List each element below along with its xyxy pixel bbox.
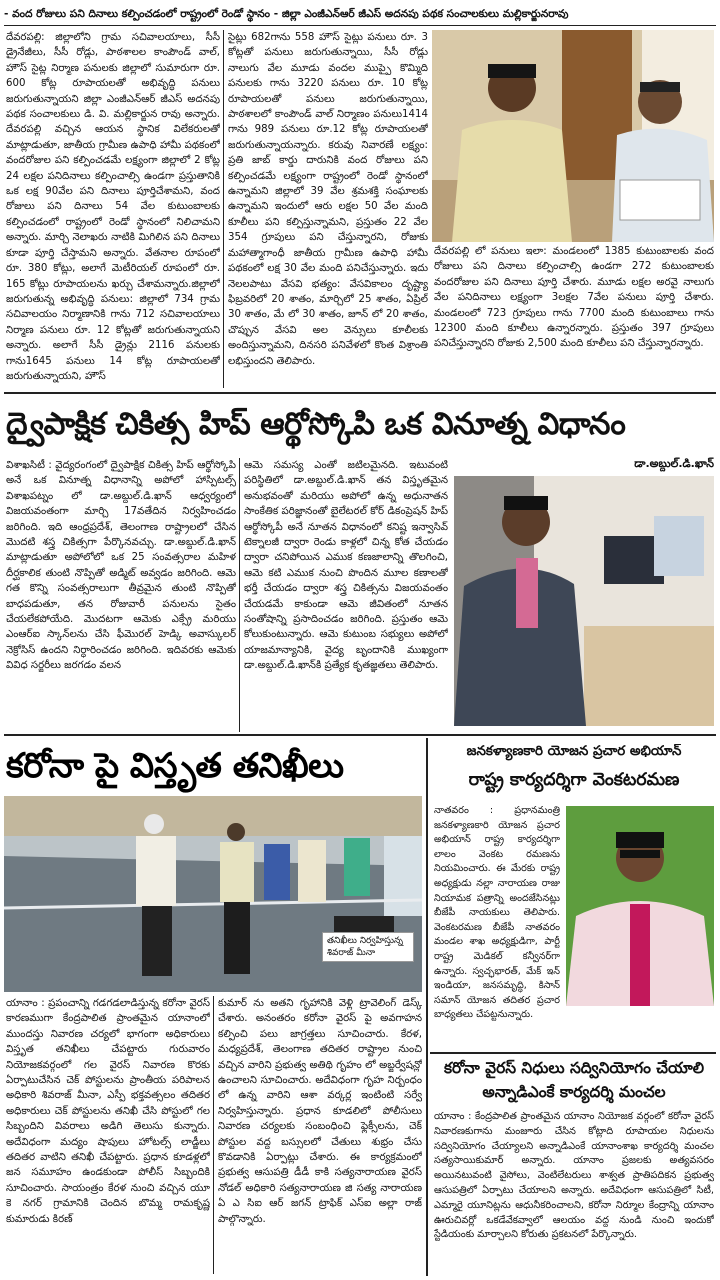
top-story-col2: సైట్లు 682గాను 558 హౌస్ సైట్లు పనులు రూ. 3 కోట్లతో పనులు జరుగుతున్నాయి, సీసీ రోడ్లు నాలుగు వేల మూడు వందల ముప్పై కొమ్మిది పనులకు గాను 3220 పనులు రూ. 10 కోట్ల రూపాయలతో పనులు జరుగుతున్నాయి, పాఠశాలలో కాంపౌండ్ వాల్ నిర్మాణం పనులు1414 గాను 989 పనులు రూ.12 కోట్ల రూపాయలతో జరుగుతున్నాయన్నారు. కరువు నివారణే లక్ష్యం: ప్రతి జాబ్ కార్డు దారునికి వంద రోజులు పని కల్పించడమే లక్ష్యంగా రాష్ట్రంలో రెండో స్థానంలో ఉన్నామని జిల్లాలో 39 వేల శ్రమశక్తి సంఘాలకు ఉన్నామని ఇందులో ఆరు లక్షల 50 వేల మంది కూలీలు పని కల్పిస్తున్నామని, ప్రస్తుతం 22 వేల 354 గ్రూపులు పని చేస్తున్నారని, రోజుకు మహాత్మాగాంధీ జాతీయ గ్రామీణ ఉపాధి హామీ పథకంలో లక్ష 30 వేల మంది పనిచేస్తున్నారు. ఇదు నెలలపాటు వేసవి భత్యం: వేసవికాలం దృష్ట్యా ఫిబ్రవరిలో 20 శాతం, మార్చిలో 25 శాతం, ఏప్రిల్ 30 శాతం, మే లో 30 శాతం, జూన్ లో 20 శాతం, చొప్పున వేసవి అల వెన్సులు కూలీలకు అందిస్తున్నామని, దినసరి పనివేళలో కొంత విశ్రాంతి లభిస్తుందని తెలిపారు. (228, 32, 428, 367)
column-divider (223, 30, 224, 388)
venkata-text: నాతవరం : ప్రధానమంత్రి జనకళ్యాణకారి యోజన ప్రచార అభియాన్ రాష్ట్ర కార్యదర్శిగా లాలం వెంకట రమణను నియమించారు. ఈ మేరకు రాష్ట్ర అధ్యక్షుడు నల్లా నారాయణ రాజు నియామక పత్రాన్ని అందజేసినట్లు బీజేపీ నాయకులు తెలిపారు. వెంకటరమణ బీజేపీ నాతవరం మండల శాఖ అధ్యక్షుడిగా, పార్టీ రాష్ట్ర మెడికల్ కన్వీనర్‌గా ఉన్నారు. స్వచ్ఛభారత్, మేక్ ఇన్ ఇండియా, జనసమృద్ధి, కిసాన్ సమాన్ యోజన తదితర ప్రచార బాధ్యతలు చేపట్టనున్నారు. (434, 805, 560, 1021)
top-banner: - వంద రోజులు పని దినాలు కల్పించడంలో రాష్ట్రంలో రెండో స్థానం - జిల్లా ఎంజీఎన్ఆర్ జీఎస్ అదనపు పథక సంచాలకులు మల్లికార్జునరావు (4, 4, 716, 26)
column-divider (426, 738, 428, 1276)
photo-caption: తనిఖీలు నిర్వహిస్తున్న శివరాజ్ మీనా (322, 932, 414, 962)
top-story-col1: దేవరపల్లి: జిల్లాలోని గ్రామ సచివాలయాలు, సీసీ డ్రైనేజీలు, సీసీ రోడ్లు, పాఠశాలల కాంపౌండ్ వాల్, హౌస్ సైట్ల నిర్మాణ పనులకు జిల్లాలో సుమారుగా రూ. 600 కోట్ల రూపాయలతో అభివృద్ధి పనులు జరుగుతున్నాయని జిల్లా ఎంజీఎన్ఆర్ జీఎస్ అదనపు పథక సంచాలకులు డి. వి. మల్లికార్జున రావు అన్నారు. దేవరపల్లి వచ్చిన ఆయన స్థానిక విలేకరులతో మాట్లాడుతూ, జాతీయ గ్రామీణ ఉపాధి హామీ పథకంలో వందరోజుల పని కల్పించడమే లక్ష్యంగా జిల్లాలో 2 కోట్ల 24 లక్షల పనిదినాలు కల్పించాల్సి ఉండగా ప్రస్తుతానికి ఒక లక్ష 90వేల పని దినాలు పూర్తిచేశామని, వంద రోజులు పని దినాలు 54 వేల కుటుంబాలకు కల్పించడంలో రాష్ట్రంలో రెండో స్థానంలో నిలిచామని అన్నారు. మార్చి నెలాఖరు నాటికి మిగిలిన పని దినాలు కూడా పూర్తి చేస్తామని అన్నారు. వేతనాల రూపంలో రూ. 380 కోట్లు, అలాగే మెటీరియల్ రూపంలో రూ. 165 కోట్లు రూపాయలను ఖర్చు చేశామన్నారు.జిల్లాలో జరుగుతున్న అభివృద్ధి పనులు: జిల్లాలో 734 గ్రామ సచివాలయం నిర్మాణానికి గాను 712 సచివాలయాలు నిర్మాణ పనులు రూ. 12 కోట్లతో జరుగుతున్నాయని అన్నారు. అలాగే సీసీ డ్రైన్లు 2116 పనులకు గాను1645 పనులు 14 కోట్ల రూపాయలతో జరుగుతున్నాయని, హౌస్ (6, 32, 220, 382)
funds-headline: కరోనా వైరస్ నిధులు సద్వినియోగం చేయాలి అన్నాడిఎంకే కార్యదర్శి మంచల (444, 1059, 704, 1101)
corona-col2: కుమార్ ను అతని గృహానికి వెళ్లి ట్రావెలింగ్ డెస్క్ చేశారు. అనంతరం కరోనా వైరస్ పై అవగాహన కల్పించి పలు జాగ్రత్తలు సూచించారు. కేరళ, మధ్యప్రదేశ్, తెలంగాణ తదితర రాష్ట్రాల నుంచి వచ్చిన వారిని ప్రభుత్వ అతిథి గృహం లో అబ్జర్వేషన్లో ఉంచాలని సూచించారు. అదేవిధంగా గృహ నిర్బంధం లో ఉన్న వారిని ఆశా వర్కర్ల ఇంటింటి సర్వే నిర్వహిస్తున్నారు. ప్రధాన కూడలిలో పోలీసులు నివారణ చర్యలకు సంబంధించి ఫ్లెక్సీలను, చెక్ పోస్టుల వద్ద బస్సులలో చేతులు శుభ్రం చేసు కొవడానికి ఏర్పాట్లు చేశారు. ఈ కార్యక్రమంలో ప్రభుత్వ ఆసుపత్రి డీడీ కాకి సత్యనారాయణ వైరస్ నోడల్ అధికారి సత్యనారాయణ జి సత్య నారాయణ ఏ ఎ సిఐ ఆర్ జగన్ ట్రాఫిక్ ఎస్ఐ అల్లా రాజ్ పాల్గొన్నారు. (218, 998, 422, 1225)
venkata-kicker: జనకళ్యాణకారి యోజన ప్రచార అభియాన్ (466, 744, 682, 759)
section-divider (430, 1052, 716, 1054)
hip-headline: ద్వైపాక్షిక చికిత్స హిప్ ఆర్థోస్కోపి ఒక వినూత్న విధానం (6, 407, 626, 442)
officials-photo (432, 30, 714, 242)
inspection-photo (4, 796, 422, 992)
corona-col1: యానాం : ప్రపంచాన్ని గడగడలాడిస్తున్న కరోనా వైరస్ కారణముగా కేంద్రపాలిత ప్రాంతమైన యానాంలో ముందస్తు నివారణ చర్యలో భాగంగా అధికారులు విస్తృత తనిఖీలు చేపట్టారు గురువారం నియోజకవర్గంలో గల వైరస్ నివారణ కొరకు ఏర్పాటుచేసిన చెక్ పోస్టులను ప్రాంతీయ పరిపాలన అధికారి శివరాజ్ మీనా, ఎస్పీ భక్తవత్సలం తదితర అధికారులు చెక్ పోస్టులను తనిఖీ చేసి పోస్టులో గల సిబ్బందిని వివరాలు అడిగి తెలుసు కున్నారు. అదేవిధంగా మద్యం షాపులు హోటల్స్ లాడ్జీలు తదితర వాటిని తనిఖీ చేపట్టారు. ప్రధాన కూడళ్లలో జన సమూహం ఉండకుండా పోలీస్ సిబ్బందికి సూచించారు. సాయంత్రం కేరళ నుంచి వచ్చిన యూ కె నగర్ గ్రామానికి చెందిన బొమ్మ రామకృష్ణ కుమారుడు కిరణ్ (6, 998, 210, 1225)
hip-col2: ఆమె సమస్య ఎంతో జటిలమైనది. ఇటువంటి పరిస్థితిలో డా.అబ్దుల్.డి.ఖాన్ తన విస్తృతమైన అనుభవంతో మరియు అపోలో ఉన్న అధునాతన సాంకేతిక పరిజ్ఞానంతో బైలేటరల్ కోర్ డికంప్రెషన్ హిప్ ఆర్థోస్కోపీ అనే నూతన విధానంలో కనిష్ట ఇన్వాసివ్ టెక్నాలజీ ద్వారా రెండు కాళ్లలో చిన్న కోత చేయడం ద్వారా చనిపోయిన ఎముక కణజాలాన్ని తొలగించి, ఆమె కటి ఎముక నుంచి పొందిన మూల కణాలతో భర్తీ చేయడం ద్వారా శస్త్ర చికిత్సను విజయవంతం చేయడమే కాకుండా ఆమె జీవితంలో నూతన సంతోషాన్ని ప్రసాదించడం జరిగింది. ప్రస్తుతం ఆమె కోలుకుంటున్నారు. ఆమె కుటుంబ సభ్యులు అపోలో యాజమాన్యానికి, వైద్య బృందానికి ముఖ్యంగా డా.అబ్దుల్.డి.ఖాన్‌కి ప్రత్యేక కృతజ్ఞతలు తెలిపారు. (244, 460, 448, 672)
section-divider (4, 392, 716, 394)
top-story-col3: దేవరపల్లి లో పనులు ఇలా: మండలంలో 1385 కుటుంబాలకు వంద రోజులు పని దినాలు కల్పించాల్సి ఉండగా 272 కుటుంబాలకు వందరోజుల పని దినాలు పూర్తి చేశారు. మూడు లక్షల అరవై నాలుగు వేల పనిదినాలు లక్ష్యంగా 3లక్షల 7వేల పనులు పూర్తి చేశారు. మండలంలో 723 గ్రూపులు గాను 7700 మంది కుటుంబాలు గాను 12300 మంది కూలీలు ఉన్నారన్నారు. ప్రస్తుతం 397 గ్రూపులు పనిచేస్తున్నారని రోజుకు 2,500 మంది కూలీలు పని చేస్తున్నారన్నారు. (434, 246, 714, 350)
section-divider (4, 734, 716, 736)
venkataramana-photo (566, 806, 714, 1006)
column-divider (239, 458, 240, 732)
funds-text: యానాం : కేంద్రపాలిత ప్రాంతమైన యానాం నియోజక వర్గంలో కరోనా వైరస్ నివారణకుగాను మంజూరు చేసిన కోట్లాది రూపాయల నిధులను సద్వినియోగం చేయ్యాలని అన్నాడిఎంకే యానాంశాఖ కార్యదర్శి మంచల సత్యసాయికుమార్ అన్నారు. యానాం ప్రజలకు అత్యవసరం అయినటువంటి వైసోలు, వెంటిలేటరులు శాశ్వత ప్రాతిపదికన ప్రభుత్వ ఆసుపత్రిలో ఏర్పాటు చేయాలని అన్నారు. అదేవిధంగా ఆసుపత్రిలో సిటీ, ఎమ్మారై యూనిట్లను ఆధునీకరించాలని, కరోనా నిర్మూల కేంద్రాన్ని యానాం ఊరుచివర్లో ఒకడేవేకవ్వాలో ఆలయం వద్ద నుండి నుంచి ఇందుకో స్టేడియంకు మార్చాలని కోరుతు ప్రకటనలో పేర్కొన్నారు. (434, 1111, 714, 1241)
doctor-photo (454, 476, 714, 726)
column-divider (213, 996, 214, 1274)
corona-headline: కరోనా పై విస్తృత తనిఖీలు (6, 746, 344, 786)
hip-byline: డా.అబ్దుల్.డి.ఖాన్ (634, 457, 714, 470)
venkata-headline: రాష్ట్ర కార్యదర్శిగా వెంకటరమణ (468, 770, 680, 790)
hip-col1: విశాఖసిటీ : వైద్యరంగంలో ద్వైపాక్షిక చికిత్స హిప్ ఆర్థోస్కోపి అనే ఒక వినూత్న విధానాన్ని అపోలో హాస్పిటల్స్ విశాఖపట్నం లో డా.అబ్దుల్.డి.ఖాన్ ఆధ్వర్యంలో విజయవంతంగా మార్చి 17వతేదిన నిర్వహించడం జరిగింది. ఇది ఆంధ్రప్రదేశ్, తెలంగాణ రాష్ట్రాలలో చేసిన మొదటి శస్త్ర చికిత్సగా పేర్కొనవచ్చు. డా.అబ్దుల్.డి.ఖాన్ మాట్లాడుతూ అపోలోలో ఒక 25 సంవత్సరాల మహిళ దీర్ఘకాలిక తుంటి నొప్పితో అడ్మిట్ అవ్వడం జరిగింది. ఆమె గత కొన్ని సంవత్సరాలుగా తీవ్రమైన తుంటి నొప్పితో బాధపడుతూ, తన రోజువారీ పనులను సైతం చేయలేకపోయేది. మొదటగా ఆమెకు ఎక్స్రే మరియు ఎంఆర్ఐ స్కాన్‌లను చేసి ఫీమొరల్ హెడ్కి అవాస్కులర్ నెక్రోసిస్ ఉందని నిర్ధారించడం జరిగింది. ఇదివరకు ఆమెకు వివిధ సర్జరీలు జరగడం వలన (6, 460, 236, 672)
